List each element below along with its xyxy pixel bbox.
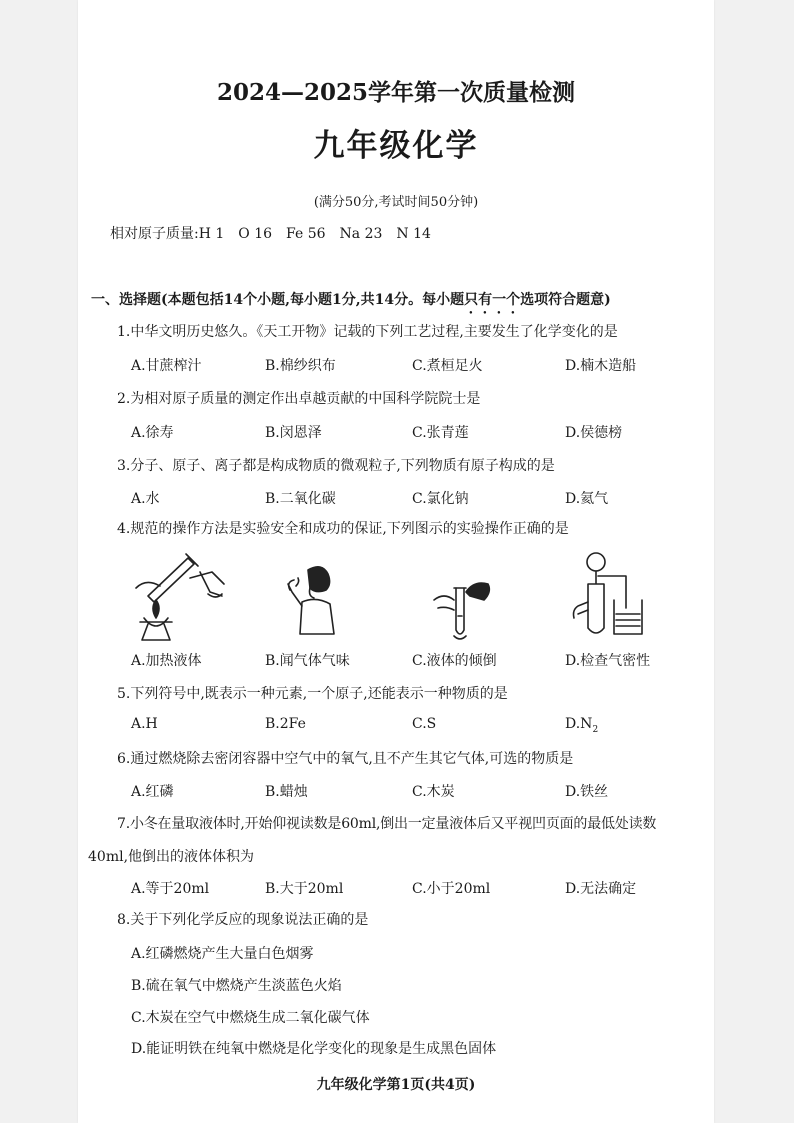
question-3-stem: 3.分子、原子、离子都是构成物质的微观粒子,下列物质有原子构成的是 — [117, 458, 555, 474]
pouring-liquid-figure — [428, 570, 496, 642]
question-7-stem-line2: 40ml,他倒出的液体体积为 — [88, 849, 255, 865]
atomic-mass-fe: Fe 56 — [286, 226, 326, 242]
q4-option-a: A.加热液体 — [131, 653, 202, 669]
question-4-stem: 4.规范的操作方法是实验安全和成功的保证,下列图示的实验操作正确的是 — [117, 521, 569, 537]
heating-liquid-figure — [126, 548, 236, 643]
q1-option-d: D.楠木造船 — [565, 358, 637, 374]
atomic-mass-line — [110, 223, 445, 243]
q3-option-b: B.二氧化碳 — [265, 491, 336, 507]
q6-option-c: C.木炭 — [412, 784, 455, 800]
section-heading — [91, 289, 611, 317]
q2-option-c: C.张青莲 — [412, 425, 469, 441]
q2-option-d: D.侯德榜 — [565, 425, 623, 441]
q6-option-a: A.红磷 — [131, 784, 174, 800]
q5-option-b: B.2Fe — [265, 716, 306, 732]
smelling-gas-figure — [286, 562, 340, 636]
q6-option-b: B.蜡烛 — [265, 784, 308, 800]
q1-option-b: B.棉纱织布 — [265, 358, 336, 374]
q5-option-d-text: D.N — [565, 716, 593, 732]
atomic-mass-o: O 16 — [238, 226, 273, 242]
section-heading-part1: 一、选择题(本题包括14个小题,每小题1分,共14分。每小题 — [91, 292, 465, 308]
q3-option-c: C.氯化钠 — [412, 491, 469, 507]
atomic-mass-label: 相对原子质量: — [110, 226, 199, 242]
question-1-stem: 1.中华文明历史悠久。《天工开物》记载的下列工艺过程,主要发生了化学变化的是 — [117, 324, 618, 340]
atomic-mass-h: H 1 — [198, 226, 225, 242]
section-heading-emphasis: 只有一个 — [464, 292, 521, 308]
q4-option-d: D.检查气密性 — [565, 653, 651, 669]
q5-option-d — [565, 716, 598, 735]
atomic-mass-na: Na 23 — [339, 226, 383, 242]
score-note: (满分50分,考试时间50分钟) — [313, 195, 479, 210]
q7-option-c: C.小于20ml — [412, 881, 491, 897]
question-5-stem: 5.下列符号中,既表示一种元素,一个原子,还能表示一种物质的是 — [117, 686, 508, 702]
question-2-stem: 2.为相对原子质量的测定作出卓越贡献的中国科学院院士是 — [117, 391, 481, 407]
q5-option-a: A.H — [131, 716, 158, 732]
q8-option-d: D.能证明铁在纯氧中燃烧是化学变化的现象是生成黑色固体 — [131, 1041, 497, 1057]
q4-option-c: C.液体的倾倒 — [412, 653, 497, 669]
page-footer: 九年级化学第1页(共4页) — [316, 1077, 476, 1093]
q2-option-a: A.徐寿 — [131, 425, 174, 441]
question-8-stem: 8.关于下列化学反应的现象说法正确的是 — [117, 912, 369, 928]
q8-option-c: C.木炭在空气中燃烧生成二氧化碳气体 — [131, 1010, 370, 1026]
q3-option-a: A.水 — [131, 491, 160, 507]
q7-option-d: D.无法确定 — [565, 881, 637, 897]
question-6-stem: 6.通过燃烧除去密闭容器中空气中的氧气,且不产生其它气体,可选的物质是 — [117, 751, 574, 767]
q7-option-b: B.大于20ml — [265, 881, 344, 897]
question-7-stem-line1: 7.小冬在量取液体时,开始仰视读数是60ml,倒出一定量液体后又平视凹页面的最低处读数 — [117, 816, 657, 832]
q4-option-b: B.闻气体气味 — [265, 653, 350, 669]
q2-option-b: B.闵恩泽 — [265, 425, 322, 441]
exam-title: 2024—2025学年第一次质量检测 — [216, 79, 576, 106]
q7-option-a: A.等于20ml — [131, 881, 210, 897]
q5-option-c: C.S — [412, 716, 437, 732]
subject-title: 九年级化学 — [313, 128, 479, 164]
section-heading-part2: 选项符合题意) — [520, 292, 611, 308]
q1-option-c: C.煮桓足火 — [412, 358, 483, 374]
atomic-mass-n: N 14 — [396, 226, 431, 242]
q3-option-d: D.氦气 — [565, 491, 609, 507]
q5-option-d-subscript: 2 — [592, 724, 599, 735]
q1-option-a: A.甘蔗榨汁 — [131, 358, 202, 374]
q8-option-a: A.红磷燃烧产生大量白色烟雾 — [131, 946, 314, 962]
q6-option-d: D.铁丝 — [565, 784, 609, 800]
q8-option-b: B.硫在氧气中燃烧产生淡蓝色火焰 — [131, 978, 342, 994]
air-tightness-figure — [570, 548, 650, 640]
